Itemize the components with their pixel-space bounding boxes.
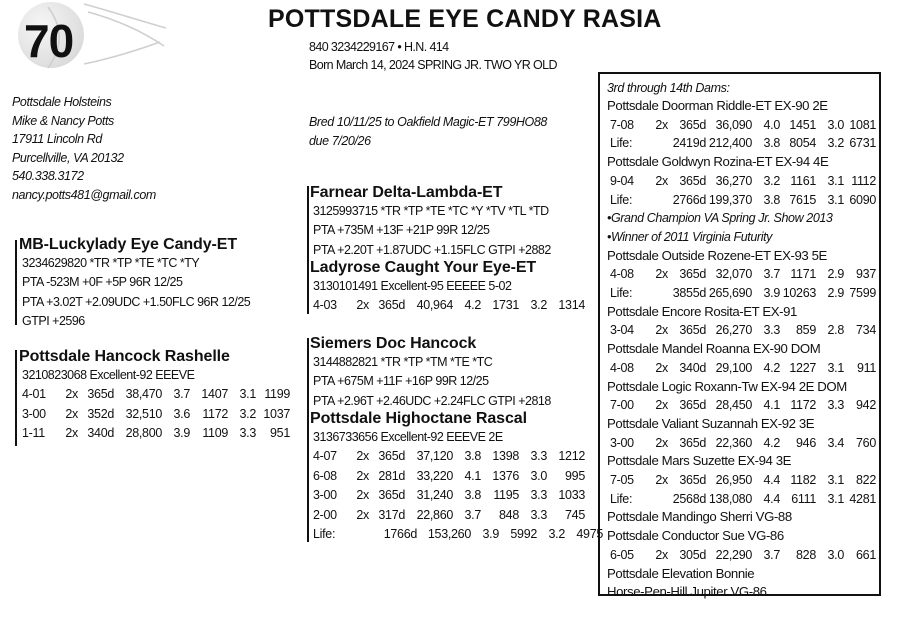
record-protein-pct: 3.1	[827, 360, 844, 375]
record-age: 6-05	[610, 547, 634, 562]
record-milking: 2x	[655, 117, 668, 132]
record-milk: 26,950	[715, 473, 752, 488]
record-milk: 22,290	[715, 547, 752, 562]
dam-ancestor-name: Pottsdale Conductor Sue VG-86	[607, 528, 784, 544]
record-protein: 1081	[849, 117, 876, 132]
record-protein: 661	[856, 547, 876, 562]
sire-name: MB-Luckylady Eye Candy-ET	[19, 236, 238, 253]
record-protein-pct: 3.0	[827, 547, 844, 562]
dam-id-line: 3210823068 Excellent-92 EEEVE	[22, 368, 195, 382]
life-fat: 6111	[791, 491, 816, 506]
record-fat-pct: 4.4	[763, 473, 780, 488]
sire-gtpi-line: GTPI +2596	[22, 314, 85, 329]
life-protein: 4281	[849, 491, 876, 506]
record-protein-pct: 3.0	[530, 468, 547, 483]
record-milking: 2x	[356, 298, 369, 313]
sire-pta-line: PTA -523M +0F +5P 96R 12/25	[22, 275, 183, 290]
record-fat: 1407	[201, 387, 228, 402]
life-protein-pct: 3.1	[827, 192, 844, 207]
record-protein-pct: 3.1	[239, 387, 256, 402]
dam-ancestor-name: Pottsdale Mandel Roanna EX-90 DOM	[607, 341, 821, 357]
record-days: 365d	[679, 267, 706, 282]
lifetime-record	[310, 525, 603, 544]
dam-dam-name: Pottsdale Highoctane Rascal	[310, 410, 527, 427]
lifetime-record	[607, 284, 879, 303]
dams-header: 3rd through 14th Dams:	[607, 81, 730, 95]
record-protein-pct: 3.3	[530, 449, 547, 464]
dam-ancestor-name: Pottsdale Elevation Bonnie	[607, 565, 755, 581]
record-protein: 734	[856, 323, 876, 338]
record-protein-pct: 3.2	[239, 406, 256, 421]
record-row	[607, 265, 879, 284]
record-days: 365d	[378, 298, 405, 313]
record-row	[607, 396, 879, 415]
owner-farm: Pottsdale Holsteins	[12, 95, 112, 109]
record-fat-pct: 3.7	[763, 547, 780, 562]
record-days: 365d	[378, 488, 405, 503]
record-fat: 1376	[492, 468, 519, 483]
owner-street: 17911 Lincoln Rd	[12, 132, 102, 147]
record-days: 365d	[679, 323, 706, 338]
dam-ancestor-name: Pottsdale Logic Roxann-Tw EX-94 2E DOM	[607, 378, 847, 394]
sire-pta-type-line: PTA +3.02T +2.09UDC +1.50FLC 96R 12/25	[22, 294, 251, 309]
record-fat: 828	[796, 547, 816, 562]
life-protein-pct: 2.9	[827, 286, 844, 301]
record-protein-pct: 2.8	[827, 323, 844, 338]
sire-sire-block	[310, 184, 551, 260]
record-fat: 1109	[202, 426, 228, 441]
show-award-note: •Grand Champion VA Spring Jr. Show 2013	[607, 211, 833, 226]
record-milking: 2x	[356, 507, 369, 522]
owner-city: Purcellville, VA 20132	[12, 150, 124, 165]
life-protein: 7599	[849, 286, 876, 301]
record-protein-pct: 3.3	[530, 507, 547, 522]
show-award-note: •Winner of 2011 Virginia Futurity	[607, 229, 772, 244]
record-milking: 2x	[356, 449, 369, 464]
dam-ancestor-name: Pottsdale Valiant Suzannah EX-92 3E	[607, 415, 815, 431]
owner-email: nancy.potts481@gmail.com	[12, 187, 156, 202]
record-days: 365d	[679, 117, 706, 132]
sire-id-line: 3234629820 *TR *TP *TE *TC *TY	[22, 256, 200, 270]
record-fat: 848	[499, 507, 519, 522]
record-milking: 2x	[65, 406, 78, 421]
owner-names: Mike & Nancy Potts	[12, 113, 114, 128]
sire-dam-name: Ladyrose Caught Your Eye-ET	[310, 259, 537, 276]
life-protein-pct: 3.1	[827, 491, 844, 506]
dam-sire-pta-line: PTA +675M +11F +16P 99R 12/25	[313, 374, 489, 389]
record-fat-pct: 4.1	[464, 468, 481, 483]
record-age: 1-11	[22, 426, 45, 441]
record-days: 317d	[378, 507, 405, 522]
dam-sire-id-line: 3144882821 *TR *TP *TM *TE *TC	[313, 355, 493, 369]
record-fat: 1161	[790, 173, 816, 188]
sire-sire-pta-type-line: PTA +2.20T +1.87UDC +1.15FLC GTPI +2882	[313, 242, 551, 257]
record-milking: 2x	[655, 323, 668, 338]
record-milk: 36,090	[715, 117, 752, 132]
record-days: 365d	[679, 398, 706, 413]
life-protein-pct: 3.2	[827, 136, 844, 151]
bred-info	[309, 113, 547, 150]
life-fat: 10263	[782, 286, 816, 301]
record-fat-pct: 4.2	[464, 298, 481, 313]
dam-sire-name: Siemers Doc Hancock	[310, 335, 477, 352]
life-protein: 6090	[849, 192, 876, 207]
life-milk: 138,080	[708, 491, 752, 506]
record-protein: 745	[565, 507, 585, 522]
record-milk: 36,270	[715, 173, 752, 188]
record-protein-pct: 3.4	[827, 435, 844, 450]
record-protein: 822	[856, 473, 876, 488]
record-age: 4-01	[22, 387, 46, 402]
record-protein: 937	[856, 267, 876, 282]
record-milking: 2x	[655, 547, 668, 562]
record-protein: 1314	[558, 298, 585, 313]
record-milking: 2x	[655, 267, 668, 282]
record-protein-pct: 3.1	[827, 173, 844, 188]
life-fat: 5992	[510, 527, 537, 542]
record-days: 365d	[679, 173, 706, 188]
record-fat-pct: 3.8	[464, 488, 481, 503]
record-protein-pct: 2.9	[827, 267, 844, 282]
record-protein-pct: 3.2	[530, 298, 547, 313]
record-age: 3-00	[610, 435, 634, 450]
record-fat: 1182	[790, 473, 816, 488]
record-fat-pct: 4.0	[763, 117, 780, 132]
life-days: 3855d	[672, 286, 706, 301]
life-fat-pct: 3.9	[482, 527, 499, 542]
sire-sire-id-line: 3125993715 *TR *TP *TE *TC *Y *TV *TL *TD	[313, 204, 549, 218]
record-fat-pct: 3.2	[763, 173, 780, 188]
record-milking: 2x	[655, 398, 668, 413]
record-milk: 22,860	[416, 507, 453, 522]
life-fat-pct: 3.9	[763, 286, 780, 301]
record-fat-pct: 3.9	[173, 426, 190, 441]
record-fat-pct: 3.7	[763, 267, 780, 282]
lifetime-record	[607, 134, 879, 153]
record-milking: 2x	[356, 468, 369, 483]
record-age: 7-08	[610, 117, 634, 132]
record-days: 340d	[87, 426, 114, 441]
dam-block	[19, 348, 290, 444]
record-age: 4-07	[313, 449, 337, 464]
life-protein: 6731	[849, 136, 876, 151]
record-milk: 31,240	[416, 488, 453, 503]
dam-bracket	[15, 350, 17, 446]
record-row	[607, 471, 879, 490]
record-milking: 2x	[655, 173, 668, 188]
record-days: 365d	[679, 473, 706, 488]
record-age: 7-05	[610, 473, 634, 488]
record-days: 365d	[378, 449, 405, 464]
life-label: Life:	[610, 136, 633, 151]
record-protein: 760	[856, 435, 876, 450]
record-milking: 2x	[65, 426, 78, 441]
record-days: 340d	[679, 360, 706, 375]
record-protein-pct: 3.0	[827, 117, 844, 132]
dam-dam-id-line: 3136733656 Excellent-92 EEEVE 2E	[313, 430, 503, 444]
record-protein-pct: 3.3	[239, 426, 256, 441]
dam-ancestor-name: Pottsdale Outside Rozene-ET EX-93 5E	[607, 247, 827, 263]
record-row	[607, 172, 879, 191]
record-milking: 2x	[356, 488, 369, 503]
sire-side-bracket	[307, 186, 309, 314]
record-fat: 946	[796, 435, 816, 450]
record-age: 4-08	[610, 267, 634, 282]
registration-line: 840 3234229167 • H.N. 414	[309, 40, 449, 54]
sire-sire-pta-line: PTA +735M +13F +21P 99R 12/25	[313, 223, 490, 238]
life-milk: 153,260	[427, 527, 471, 542]
record-fat: 1451	[789, 117, 816, 132]
record-fat-pct: 3.7	[173, 387, 190, 402]
record-fat: 1731	[492, 298, 519, 313]
record-fat-pct: 3.3	[763, 323, 780, 338]
bred-line: Bred 10/11/25 to Oakfield Magic-ET 799HO88	[309, 115, 547, 129]
lifetime-record	[607, 191, 879, 210]
dam-sire-block	[310, 335, 551, 411]
record-days: 352d	[87, 406, 114, 421]
record-milk: 29,100	[715, 360, 752, 375]
owner-phone: 540.338.3172	[12, 169, 84, 184]
record-days: 281d	[378, 468, 405, 483]
record-milk: 28,450	[715, 398, 752, 413]
record-milk: 28,800	[125, 426, 162, 441]
life-days: 1766d	[383, 527, 417, 542]
record-fat: 859	[796, 323, 816, 338]
sire-block	[19, 236, 250, 332]
record-age: 3-00	[313, 488, 337, 503]
record-fat: 1398	[492, 449, 519, 464]
life-days: 2419d	[672, 136, 706, 151]
record-days: 305d	[679, 547, 706, 562]
record-protein: 1199	[264, 387, 290, 402]
life-fat: 7615	[789, 192, 816, 207]
dam-dam-block	[310, 410, 603, 544]
life-milk: 212,400	[708, 136, 752, 151]
birth-line: Born March 14, 2024 SPRING JR. TWO YR OLD	[309, 58, 557, 72]
record-fat-pct: 3.8	[464, 449, 481, 464]
record-age: 6-08	[313, 468, 337, 483]
life-days: 2568d	[672, 491, 706, 506]
record-protein-pct: 3.3	[827, 398, 844, 413]
due-line: due 7/20/26	[309, 133, 371, 148]
life-protein-pct: 3.2	[548, 527, 565, 542]
record-age: 7-00	[610, 398, 634, 413]
record-protein: 911	[856, 360, 876, 375]
life-milk: 199,370	[708, 192, 752, 207]
record-fat-pct: 4.2	[763, 435, 780, 450]
record-fat-pct: 3.6	[173, 406, 190, 421]
record-age: 3-04	[610, 323, 634, 338]
life-label: Life:	[313, 527, 336, 542]
record-age: 4-03	[313, 298, 337, 313]
record-protein: 1037	[263, 406, 290, 421]
record-fat: 1227	[789, 360, 816, 375]
life-label: Life:	[610, 286, 633, 301]
record-days: 365d	[679, 435, 706, 450]
record-protein: 951	[270, 426, 290, 441]
dam-side-bracket	[307, 338, 309, 542]
record-age: 9-04	[610, 173, 634, 188]
record-protein: 995	[565, 468, 585, 483]
record-protein: 1033	[558, 488, 585, 503]
record-milk: 22,360	[715, 435, 752, 450]
record-row	[607, 434, 879, 453]
life-label: Life:	[610, 192, 633, 207]
dam-ancestor-name: Pottsdale Mandingo Sherri VG-88	[607, 509, 792, 525]
record-milk: 38,470	[125, 387, 162, 402]
sire-sire-name: Farnear Delta-Lambda-ET	[310, 184, 503, 201]
lot-number: 70	[24, 15, 74, 67]
record-milk: 32,510	[125, 406, 162, 421]
record-milk: 33,220	[416, 468, 453, 483]
life-label: Life:	[610, 491, 633, 506]
dam-ancestor-name: Pottsdale Mars Suzette EX-94 3E	[607, 453, 792, 469]
dam-ancestor-name: Pottsdale Encore Rosita-ET EX-91	[607, 303, 797, 319]
record-age: 2-00	[313, 507, 337, 522]
record-row	[607, 546, 879, 565]
record-milk: 26,270	[715, 323, 752, 338]
record-fat-pct: 3.7	[464, 507, 481, 522]
record-fat: 1172	[202, 406, 228, 421]
dam-sire-pta-type-line: PTA +2.96T +2.46UDC +2.24FLC GTPI +2818	[313, 393, 551, 408]
record-milking: 2x	[65, 387, 78, 402]
record-protein: 942	[856, 398, 876, 413]
lifetime-record	[607, 490, 879, 509]
life-fat-pct: 4.4	[763, 491, 780, 506]
dams-list	[607, 79, 879, 602]
record-milk: 37,120	[416, 449, 453, 464]
dam-ancestor-name: Pottsdale Goldwyn Rozina-ET EX-94 4E	[607, 154, 829, 170]
owner-block	[12, 93, 156, 205]
sire-dam-id-line: 3130101491 Excellent-95 EEEEE 5-02	[313, 279, 512, 293]
record-row	[607, 321, 879, 340]
life-fat-pct: 3.8	[763, 192, 780, 207]
sire-dam-block	[310, 259, 585, 316]
page-title: POTTSDALE EYE CANDY RASIA	[268, 5, 662, 33]
record-protein: 1112	[851, 173, 876, 188]
record-row	[607, 116, 879, 135]
record-row	[607, 359, 879, 378]
record-fat: 1195	[493, 488, 519, 503]
record-milking: 2x	[655, 360, 668, 375]
record-milking: 2x	[655, 473, 668, 488]
dam-name: Pottsdale Hancock Rashelle	[19, 348, 230, 365]
life-protein: 4975	[576, 527, 603, 542]
dam-ancestor-name: Pottsdale Doorman Riddle-ET EX-90 2E	[607, 98, 828, 113]
record-protein: 1212	[558, 449, 585, 464]
life-days: 2766d	[672, 192, 706, 207]
record-protein-pct: 3.1	[827, 473, 844, 488]
record-fat: 1172	[790, 398, 816, 413]
record-fat-pct: 4.1	[763, 398, 780, 413]
dam-ancestor-name: Horse-Pen-Hill Jupiter VG-86	[607, 584, 767, 600]
record-age: 4-08	[610, 360, 634, 375]
sire-bracket	[15, 240, 17, 325]
life-fat-pct: 3.8	[763, 136, 780, 151]
record-protein-pct: 3.3	[530, 488, 547, 503]
record-milking: 2x	[655, 435, 668, 450]
record-milk: 32,070	[715, 267, 752, 282]
record-milk: 40,964	[416, 298, 453, 313]
record-age: 3-00	[22, 406, 46, 421]
record-fat-pct: 4.2	[763, 360, 780, 375]
life-milk: 265,690	[708, 286, 752, 301]
record-days: 365d	[87, 387, 114, 402]
record-fat: 1171	[790, 267, 816, 282]
life-fat: 8054	[789, 136, 816, 151]
